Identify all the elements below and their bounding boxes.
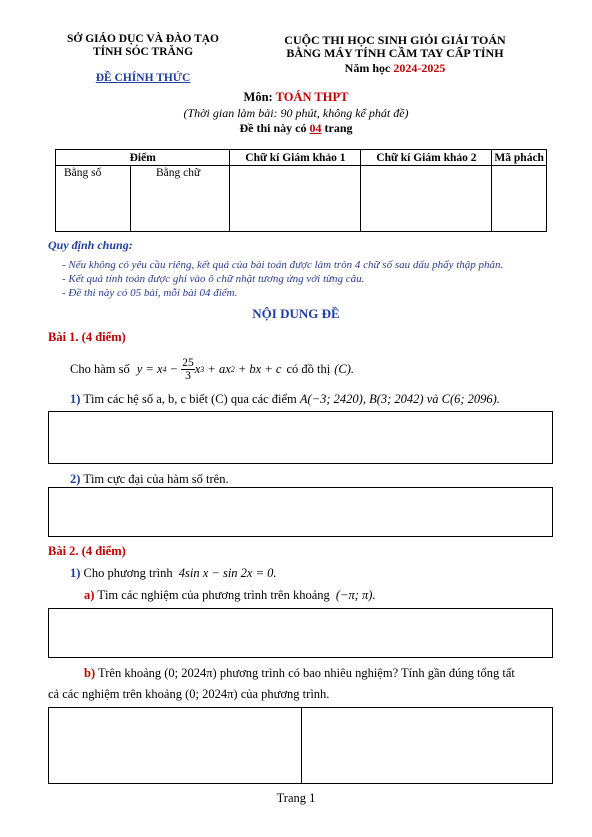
problem-2-part-b	[84, 666, 515, 681]
rule-item: - Đề thi này có 05 bài, mỗi bài 04 điểm.	[62, 287, 238, 299]
rules-title: Quy định chung:	[48, 238, 133, 252]
province-name: TỈNH SÓC TRĂNG	[92, 46, 194, 58]
function-formula: y = x 4 − 25 3 x 3 + ax 2 + bx + c	[136, 356, 282, 382]
official-label: ĐỀ CHÍNH THỨC	[95, 72, 191, 84]
problem-1-title: Bài 1. (4 điểm)	[48, 330, 126, 344]
exam-time: (Thời gian làm bài: 90 phút, không kể phát đề)	[183, 106, 409, 120]
school-year-value: 2024-2025	[393, 61, 446, 75]
part-a-interval: (−π; π).	[335, 588, 376, 602]
problem-2-title: Bài 2. (4 điểm)	[48, 544, 126, 558]
subject-name: TOÁN THPT	[275, 90, 349, 104]
p2-q1-text: Cho phương trình	[83, 566, 173, 580]
problem-1-intro-tail: có đồ thị	[286, 361, 331, 376]
answer-box-2-a[interactable]	[48, 608, 553, 658]
q1-text: Tìm các hệ số a, b, c biết (C) qua các điểm	[83, 392, 297, 406]
school-year	[250, 61, 540, 76]
part-b-text-1: Trên khoảng (0; 2024π) phương trình có bao nhiêu nghiệm? Tính gần đúng tổng tất	[98, 666, 515, 680]
problem-1-q1	[70, 392, 500, 407]
graph-symbol: (C).	[334, 361, 355, 376]
rule-item: - Kết quả tính toán được ghi vào ô chữ nhật tương ứng với từng câu.	[62, 273, 365, 285]
page-count-prefix: Đề thi này có	[239, 121, 310, 135]
problem-2-part-a	[84, 588, 376, 603]
contest-subtitle: BẰNG MÁY TÍNH CẦM TAY CẤP TỈNH	[286, 46, 504, 60]
answer-box-2-b-left[interactable]	[48, 707, 302, 784]
score-words-label: Bằng chữ	[156, 167, 201, 179]
answer-box-1-1[interactable]	[48, 411, 553, 464]
part-a-text: Tìm các nghiệm của phương trình trên khoảng	[97, 588, 330, 602]
p2-equation: 4sin x − sin 2x = 0.	[178, 566, 277, 580]
part-a-label: a)	[84, 588, 95, 602]
q2-text: Tìm cực đại của hàm số trên.	[83, 472, 229, 486]
school-year-label: Năm học	[344, 61, 394, 75]
page-footer: Trang 1	[276, 791, 316, 805]
page-count-suffix: trang	[321, 121, 353, 135]
problem-1-intro	[70, 352, 354, 386]
page-count-value: 04	[309, 121, 322, 135]
q1-number: 1)	[70, 392, 81, 406]
examiner1-header: Chữ kí Giám khảo 1	[230, 150, 361, 166]
problem-1-q2	[70, 472, 229, 487]
answer-box-2-b-right[interactable]	[301, 707, 553, 784]
subject-label: Môn:	[243, 90, 276, 104]
score-number-label: Bằng số	[64, 167, 102, 179]
score-words-cell[interactable]	[131, 166, 230, 232]
q1-points: A(−3; 2420), B(3; 2042) và C(6; 2096).	[299, 392, 500, 406]
code-cell[interactable]	[492, 166, 547, 232]
problem-2-q1	[70, 566, 277, 581]
contest-title: CUỘC THI HỌC SINH GIỎI GIẢI TOÁN	[284, 33, 506, 47]
score-number-cell[interactable]	[56, 166, 131, 232]
answer-box-1-2[interactable]	[48, 487, 553, 537]
examiner2-signature-cell[interactable]	[361, 166, 492, 232]
rule-item: - Nếu không có yêu cầu riêng, kết quả của bài toán được làm tròn 4 chữ số sau dấu phẩy thập phân.	[62, 259, 504, 271]
part-b-label: b)	[84, 666, 96, 680]
subject-line	[0, 90, 592, 105]
examiner2-header: Chữ kí Giám khảo 2	[361, 150, 492, 166]
problem-2-part-b-cont: cả các nghiệm trên khoảng (0; 2024π) của phương trình.	[48, 687, 330, 701]
q2-number: 2)	[70, 472, 81, 486]
code-header: Mã phách	[492, 150, 547, 166]
page-count-line	[0, 121, 592, 136]
score-table	[55, 149, 547, 232]
score-header: Điểm	[56, 150, 230, 166]
problem-1-intro-text: Cho hàm số	[70, 361, 130, 376]
content-title: NỘI DUNG ĐỀ	[252, 306, 340, 321]
examiner1-signature-cell[interactable]	[230, 166, 361, 232]
department-name: SỞ GIÁO DỤC VÀ ĐÀO TẠO	[67, 33, 219, 45]
p2-q1-number: 1)	[70, 566, 81, 580]
